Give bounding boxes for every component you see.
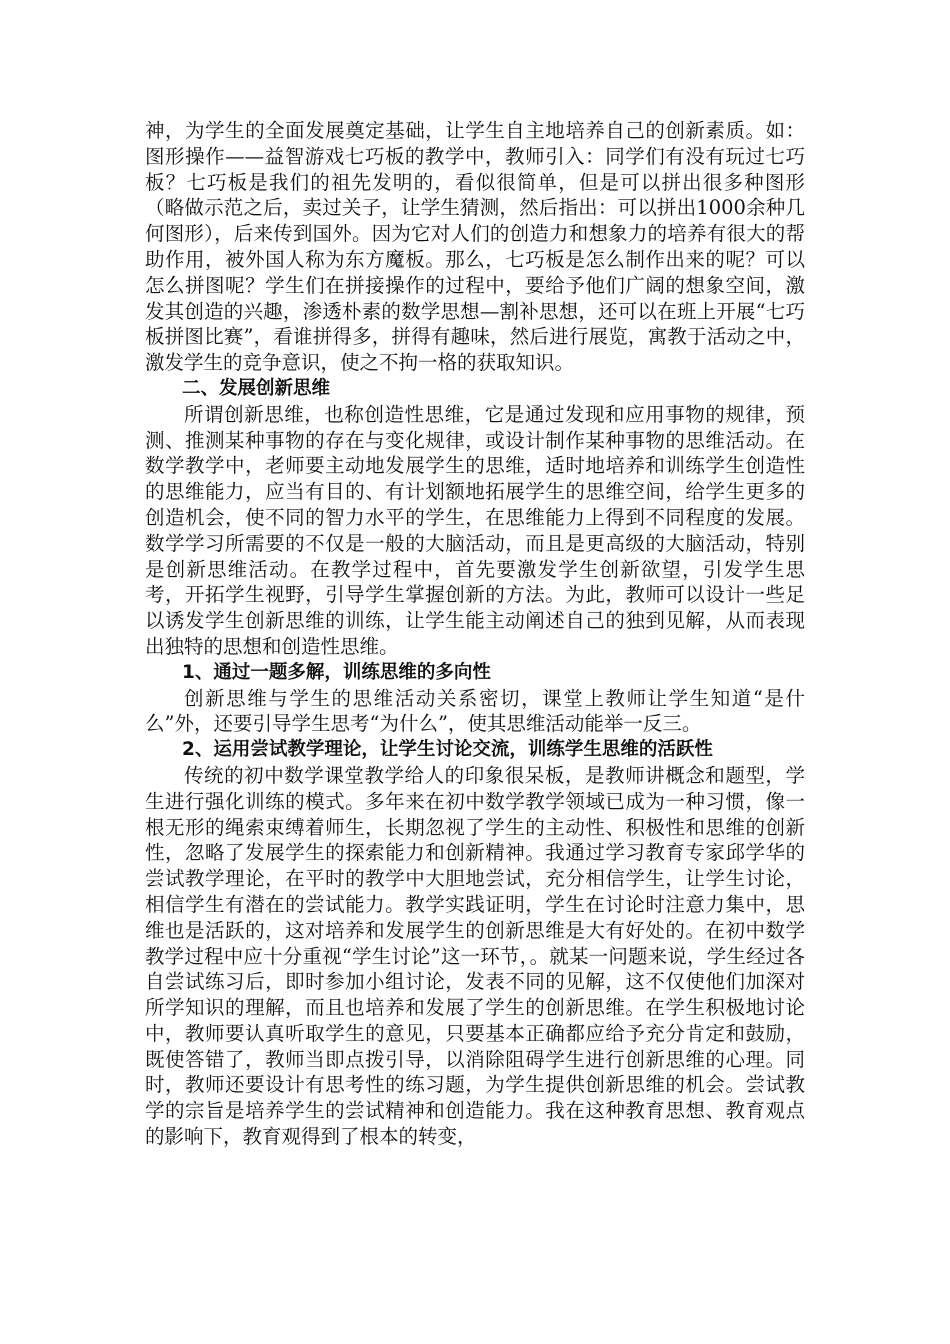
body-paragraph-4: 传统的初中数学课堂教学给人的印象很呆板，是教师讲概念和题型，学生进行强化训练的模式。多年来在初中数学教学领域已成为一种习惯，像一根无形的绳索束缚着师生，长期忽视了学生的主动性、积极性和思维的创新性，忽略了发展学生的探索能力和创新精神。我通过学习教育专家邱学华的尝试教学理论，在平时的教学中大胆地尝试，充分相信学生，让学生讨论，相信学生有潜在的尝试能力。教学实践证明，学生在讨论时注意力集中，思维也是活跃的，这对培养和发展学生的创新思维是大有好处的。在初中数学教学过程中应十分重视“学生讨论”这一环节，。就某一问题来说，学生经过各自尝试练习后，即时参加小组讨论，发表不同的见解，这不仅使他们加深对所学知识的理解，而且也培养和发展了学生的创新思维。在学生积极地讨论中，教师要认真听取学生的意见，只要基本正确都应给予充分肯定和鼓励，既使答错了，教师当即点拨引导，以消除阻碍学生进行创新思维的心理。同时，教师还要设计有思考性的练习题，为学生提供创新思维的机会。尝试教学的宗旨是培养学生的尝试精神和创造能力。我在这种教育思想、教育观点的影响下，教育观得到了根本的转变，	[145, 763, 805, 1149]
body-paragraph-3: 创新思维与学生的思维活动关系密切，课堂上教师让学生知道“是什么”外，还要引导学生思考“为什么”，使其思维活动能举一反三。	[145, 686, 805, 736]
subsection-heading-2: 2、运用尝试教学理论，让学生讨论交流，训练学生思维的活跃性	[182, 739, 713, 761]
body-paragraph-1: 神，为学生的全面发展奠定基础，让学生自主地培养自己的创新素质。如：图形操作——益智游戏七巧板的教学中，教师引入：同学们有没有玩过七巧板？七巧板是我们的祖先发明的，看似很简单，但是可以拼出很多种图形（略做示范之后，卖过关子，让学生猜测，然后指出：可以拼出1000余种几何图形），后来传到国外。因为它对人们的创造力和想象力的培养有很大的帮助作用，被外国人称为东方魔板。那么，七巧板是怎么制作出来的呢？可以怎么拼图呢？学生们在拼接操作的过程中，要给予他们广阔的想象空间，激发其创造的兴趣，渗透朴素的数学思想—割补思想，还可以在班上开展“七巧板拼图比赛”，看谁拼得多，拼得有趣味，然后进行展览，寓教于活动之中，激发学生的竞争意识，使之不拘一格的获取知识。	[145, 119, 805, 375]
body-paragraph-2: 所谓创新思维，也称创造性思维，它是通过发现和应用事物的规律，预测、推测某种事物的存在与变化规律，或设计制作某种事物的思维活动。在数学教学中，老师要主动地发展学生的思维，适时地培养和训练学生创造性的思维能力，应当有目的、有计划额地拓展学生的思维空间，给学生更多的创造机会，使不同的智力水平的学生，在思维能力上得到不同程度的发展。数学学习所需要的不仅是一般的大脑活动，而且是更高级的大脑活动，特别是创新思维活动。在教学过程中，首先要激发学生创新欲望，引发学生思考，开拓学生视野，引导学生掌握创新的方法。为此，教师可以设计一些足以诱发学生创新思维的训练，让学生能主动阐述自己的独到见解，从而表现出独特的思想和创造性思维。	[145, 402, 805, 658]
document-page	[145, 118, 805, 1150]
subsection-heading-1: 1、通过一题多解，训练思维的多向性	[182, 661, 491, 683]
section-heading-develop-creative-thinking: 二、发展创新思维	[182, 377, 331, 399]
